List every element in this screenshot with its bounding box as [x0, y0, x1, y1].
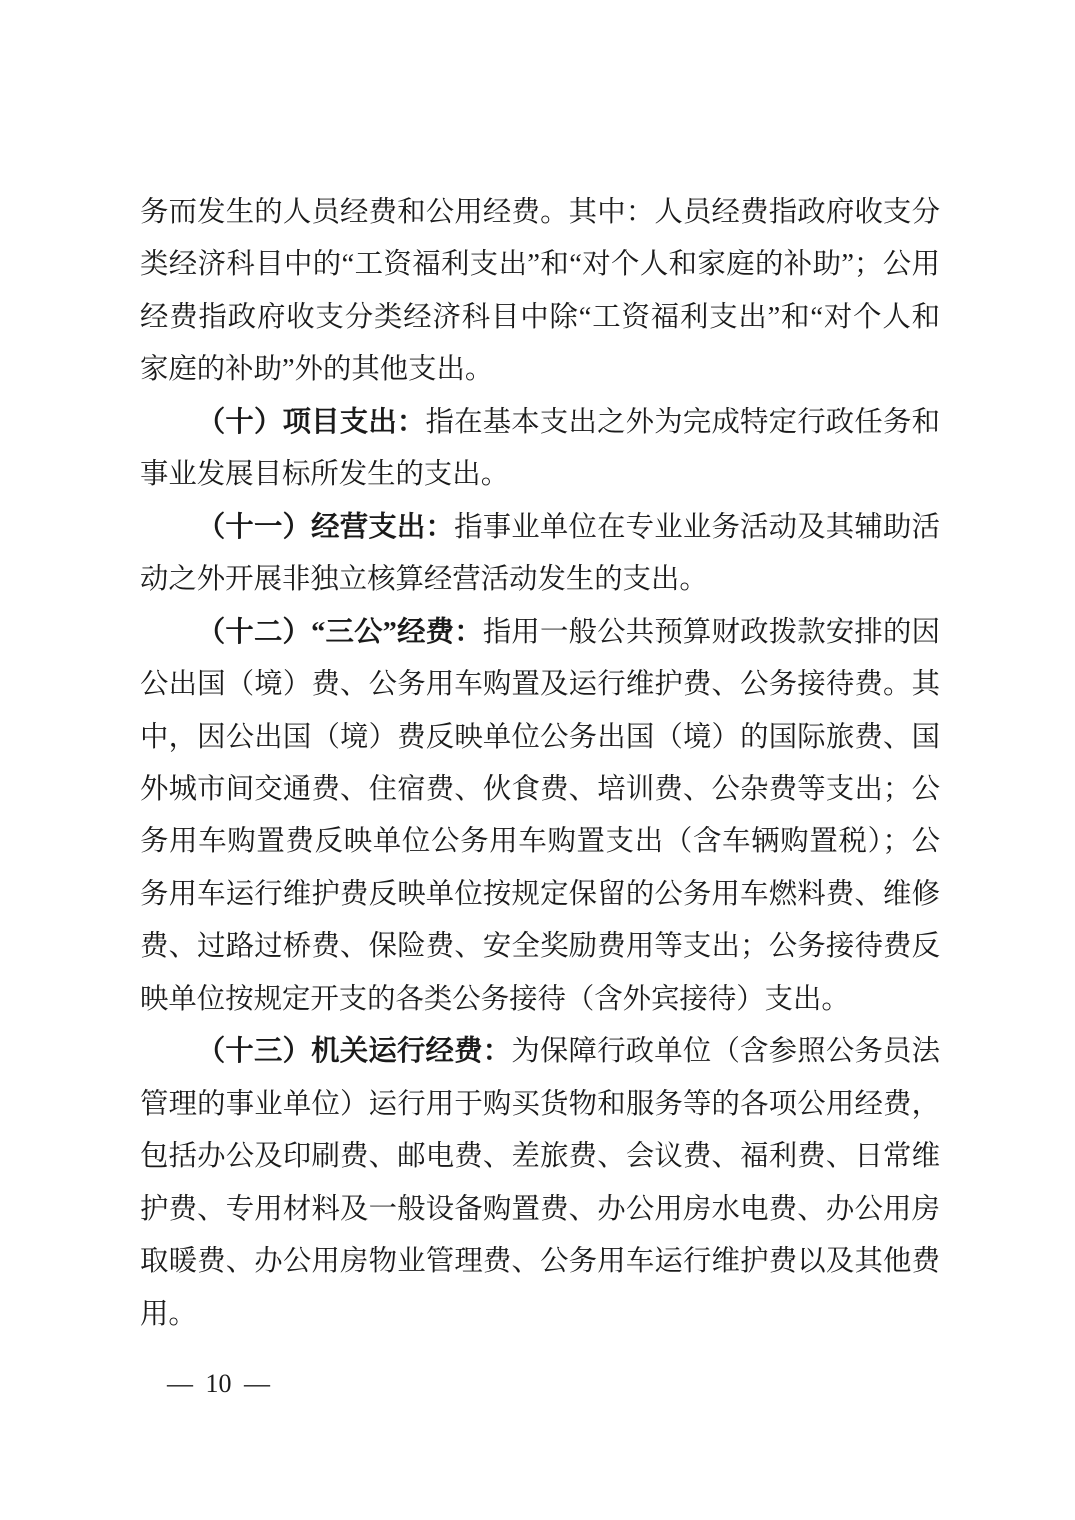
term-definition-three-public-funds: 指用一般公共预算财政拨款安排的因公出国（境）费、公务用车购置及运行维护费、公务接待费。其中，因公出国（境）费反映单位公务出国（境）的国际旅费、国外城市间交通费、住宿费、伙食费、培训费、公杂费等支出；公务用车购置费反映单位公务用车购置支出（含车辆购置税）；公务用车运行维护费反映单位按规定保留的公务用车燃料费、维修费、过路过桥费、保险费、安全奖励费用等支出；公务接待费反映单位按规定开支的各类公务接待（含外宾接待）支出。	[140, 616, 940, 1015]
paragraph-continuation	[140, 187, 940, 397]
term-definition-agency-operating-funds: 为保障行政单位（含参照公务员法管理的事业单位）运行用于购买货物和服务等的各项公用经费，包括办公及印刷费、邮电费、差旅费、会议费、福利费、日常维护费、专用材料及一般设备购置费、办公用房水电费、办公用房取暖费、办公用房物业管理费、公务用车运行维护费以及其他费用。	[140, 1036, 940, 1330]
paragraph-term-13-agency-operating-funds	[140, 1026, 940, 1341]
paragraph-continuation-text: 务而发生的人员经费和公用经费。其中：人员经费指政府收支分类经济科目中的“工资福利支出”和“对个人和家庭的补助”；公用经费指政府收支分类经济科目中除“工资福利支出”和“对个人和家庭的补助”外的其他支出。	[140, 197, 940, 386]
term-heading-agency-operating-funds: （十三）机关运行经费：	[196, 1036, 512, 1068]
term-heading-project-expenditure: （十）项目支出：	[196, 406, 426, 438]
paragraph-term-10-project-expenditure	[140, 397, 940, 502]
paragraph-term-12-three-public-funds	[140, 607, 940, 1027]
page-number-footer	[167, 1369, 270, 1399]
term-definition-project-expenditure: 指在基本支出之外为完成特定行政任务和事业发展目标所发生的支出。	[140, 406, 940, 491]
term-definition-operating-expenditure: 指事业单位在专业业务活动及其辅助活动之外开展非独立核算经营活动发生的支出。	[140, 511, 940, 596]
paragraph-term-11-operating-expenditure	[140, 502, 940, 607]
term-heading-operating-expenditure: （十一）经营支出：	[196, 511, 455, 543]
document-text-block	[140, 187, 940, 1341]
term-heading-three-public-funds: （十二）“三公”经费：	[196, 616, 483, 648]
page-number-text: — 10 —	[167, 1369, 270, 1398]
